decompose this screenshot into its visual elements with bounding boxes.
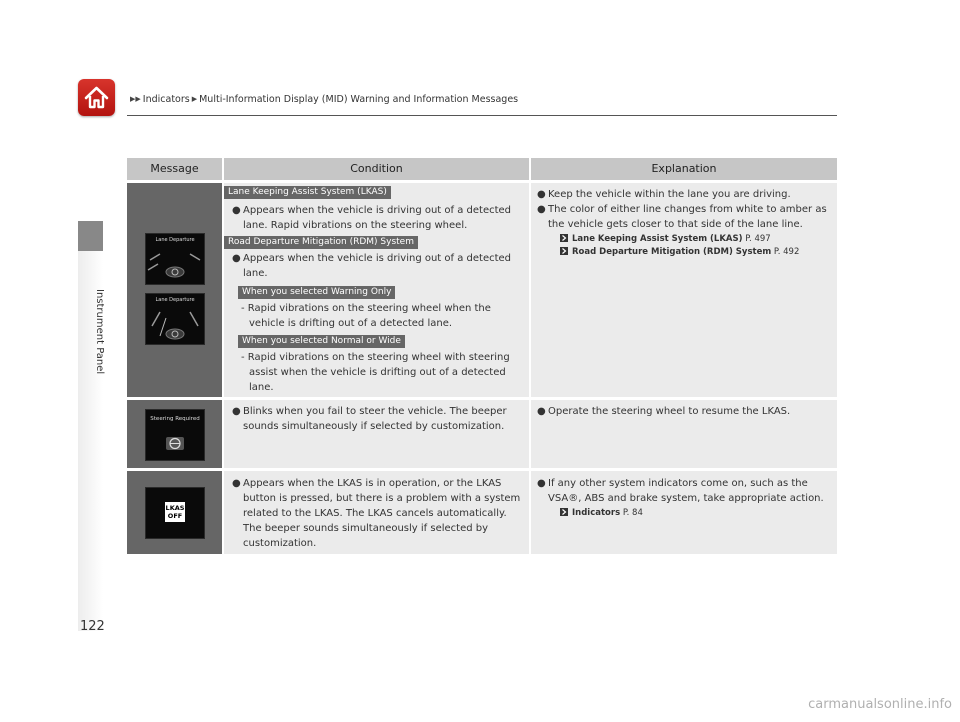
header-divider [127, 115, 837, 116]
message-image-cell [127, 471, 222, 554]
explanation-cell [531, 400, 837, 468]
section-label: Instrument Panel [94, 289, 105, 375]
screen-title: Lane Departure [155, 297, 195, 303]
bullet-icon: ● [232, 406, 241, 417]
cross-reference-link[interactable]: Road Departure Mitigation (RDM) System P. 492 [560, 246, 799, 259]
bullet-icon: ● [537, 406, 546, 417]
bullet-icon: ● [232, 253, 241, 264]
bullet-icon: ● [232, 205, 241, 216]
lane-departure-screen [145, 293, 205, 345]
steering-required-screen [145, 409, 205, 461]
breadcrumb-item-current: Multi-Information Display (MID) Warning and Information Messages [199, 94, 519, 105]
condition-sub-item: - Rapid vibrations on the steering wheel with steering assist when the vehicle is drifting out of a detected lane. [241, 352, 510, 393]
lane-departure-screen [145, 233, 205, 285]
bullet-icon: ● [537, 478, 546, 489]
table-row [127, 400, 837, 468]
tag-rdm: Road Departure Mitigation (RDM) System [224, 236, 418, 249]
explanation-bullet: ● If any other system indicators come on, such as the VSA®, ABS and brake system, take appropriate action. [537, 478, 824, 504]
breadcrumb-arrow-icon: ▶ [191, 95, 198, 103]
tag-normal-or-wide: When you selected Normal or Wide [238, 335, 405, 348]
condition-bullet: ● Blinks when you fail to steer the vehicle. The beeper sounds simultaneously if selected by customization. [232, 406, 507, 432]
table-header [127, 158, 837, 180]
header-message: Message [150, 162, 199, 175]
condition-cell [224, 400, 529, 468]
bullet-icon: ● [537, 189, 546, 200]
tag-warning-only: When you selected Warning Only [238, 286, 395, 299]
breadcrumb [128, 94, 518, 105]
steering-wheel-icon [146, 410, 204, 460]
bullet-icon: ● [232, 478, 241, 489]
table-row [127, 471, 837, 554]
condition-bullet: ● Appears when the vehicle is driving out of a detected lane. Rapid vibrations on the steering wheel. [232, 205, 512, 231]
condition-sub-item: - Rapid vibrations on the steering wheel when the vehicle is drifting out of a detected lane. [241, 303, 491, 329]
condition-bullet: ● Appears when the LKAS is in operation, or the LKAS button is pressed, but there is a problem with a system related to the LKAS. The LKAS cancels automatically. The beeper sounds simultaneously if selected by customization. [232, 478, 521, 549]
explanation-bullet: ● Keep the vehicle within the lane you are driving. [537, 189, 791, 200]
table-row [127, 183, 837, 397]
tag-lkas: Lane Keeping Assist System (LKAS) [224, 186, 391, 199]
breadcrumb-arrow-icon: ▶▶ [130, 95, 141, 103]
reference-arrow-icon [560, 234, 568, 242]
cross-reference-link[interactable]: Lane Keeping Assist System (LKAS) P. 497 [560, 233, 771, 246]
breadcrumb-item-indicators[interactable]: Indicators [142, 94, 190, 105]
message-image-cell [127, 183, 222, 397]
screen-title: Lane Departure [155, 237, 195, 243]
screen-title: Steering Required [150, 416, 200, 422]
footer-watermark: carmanualsonline.info [808, 697, 952, 712]
section-tab-marker [78, 221, 103, 251]
explanation-bullet: ● The color of either line changes from white to amber as the vehicle gets closer to that side of the lane line. [537, 204, 827, 230]
message-image-cell [127, 400, 222, 468]
header-explanation: Explanation [529, 158, 837, 180]
lkas-off-screen [145, 487, 205, 539]
header-condition: Condition [222, 158, 529, 180]
home-icon [83, 84, 110, 111]
condition-cell [224, 471, 529, 554]
explanation-cell [531, 183, 837, 397]
lkas-off-badge-icon: LKAS OFF [165, 504, 185, 520]
explanation-cell [531, 471, 837, 554]
lane-departure-icon [146, 294, 204, 344]
page-number: 122 [80, 619, 105, 634]
cross-reference-link[interactable]: Indicators P. 84 [560, 507, 643, 520]
reference-arrow-icon [560, 508, 568, 516]
explanation-bullet: ● Operate the steering wheel to resume the LKAS. [537, 406, 791, 417]
bullet-icon: ● [537, 204, 546, 215]
lane-departure-icon [146, 234, 204, 284]
condition-bullet: ● Appears when the vehicle is driving out of a detected lane. [232, 253, 512, 279]
reference-arrow-icon [560, 247, 568, 255]
home-button[interactable] [78, 79, 115, 116]
condition-cell [224, 183, 529, 397]
